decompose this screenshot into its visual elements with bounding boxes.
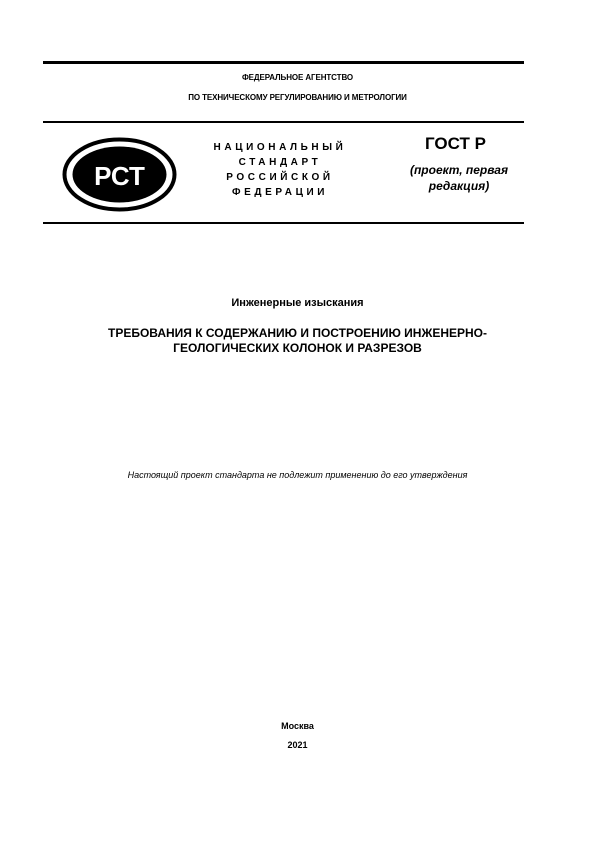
gost-status-line-1: (проект, первая: [409, 163, 509, 177]
logo-text: РСТ: [94, 161, 145, 191]
gost-status-line-2: редакция): [428, 179, 490, 193]
imprint-year: 2021: [287, 740, 308, 750]
header-rule-top: [43, 121, 524, 123]
top-rule: [43, 61, 524, 64]
standard-line-4: ФЕДЕРАЦИИ: [231, 187, 329, 198]
header-rule-bottom: [43, 222, 524, 224]
standard-line-2: СТАНДАРТ: [238, 157, 322, 168]
agency-line-1: ФЕДЕРАЛЬНОЕ АГЕНТСТВО: [241, 73, 354, 82]
standard-line-1: НАЦИОНАЛЬНЫЙ: [213, 142, 347, 153]
national-standard-label: [185, 140, 375, 200]
document-field: Инженерные изыскания: [231, 297, 364, 309]
agency-line-2: ПО ТЕХНИЧЕСКОМУ РЕГУЛИРОВАНИЮ И МЕТРОЛОГИИ: [188, 93, 407, 102]
standard-line-3: РОССИЙСКОЙ: [226, 172, 334, 183]
gost-status: [400, 162, 518, 194]
document-title-line-1: ТРЕБОВАНИЯ К СОДЕРЖАНИЮ И ПОСТРОЕНИЮ ИНЖЕНЕРНО-: [107, 326, 487, 340]
document-title: [40, 326, 555, 356]
draft-note: Настоящий проект стандарта не подлежит применению до его утверждения: [127, 470, 468, 480]
imprint-city: Москва: [281, 721, 314, 731]
document-title-line-2: ГЕОЛОГИЧЕСКИХ КОЛОНОК И РАЗРЕЗОВ: [173, 341, 422, 355]
rst-certification-logo-icon: [62, 137, 177, 212]
gost-title: ГОСТ Р: [425, 134, 486, 153]
